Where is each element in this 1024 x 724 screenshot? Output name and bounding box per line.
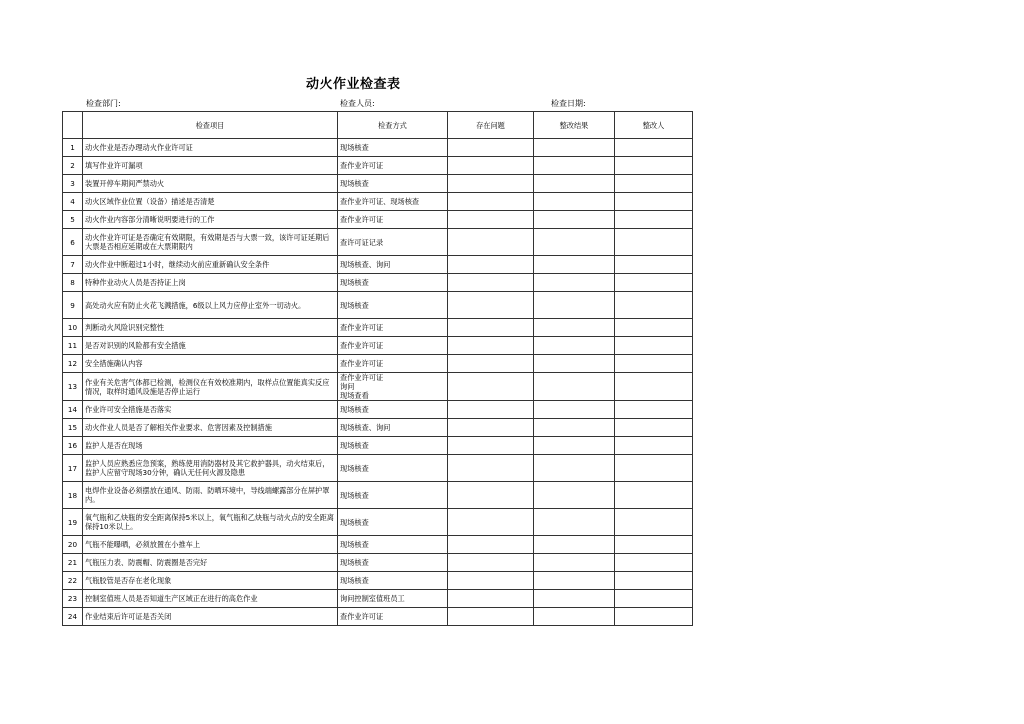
issue-cell[interactable]	[448, 608, 534, 626]
check-item-cell[interactable]: 动火作业许可证是否确定有效期限，有效期是否与大票一致，该许可证延期后大票是否相应延期或在大票期限内	[83, 229, 338, 256]
check-method-cell[interactable]: 现场核查	[338, 274, 448, 292]
result-cell[interactable]	[534, 193, 615, 211]
check-item-cell[interactable]: 作业有关危害气体都已检测，检测仪在有效校准期内，取样点位置能真实反应情况，取样时通风设施是否停止运行	[83, 373, 338, 401]
check-item-cell[interactable]: 氧气瓶和乙炔瓶的安全距离保持5米以上，氧气瓶和乙炔瓶与动火点的安全距离保持10米以上。	[83, 509, 338, 536]
row-number[interactable]: 5	[63, 211, 83, 229]
check-item-cell[interactable]: 气瓶不能曝晒，必须放置在小推车上	[83, 536, 338, 554]
row-number[interactable]: 21	[63, 554, 83, 572]
result-cell[interactable]	[534, 139, 615, 157]
person-cell[interactable]	[615, 319, 693, 337]
check-method-cell[interactable]: 查作业许可证	[338, 211, 448, 229]
result-cell[interactable]	[534, 482, 615, 509]
row-number[interactable]: 24	[63, 608, 83, 626]
check-method-cell[interactable]: 查许可证记录	[338, 229, 448, 256]
row-number[interactable]: 23	[63, 590, 83, 608]
table-row	[63, 337, 693, 355]
table-row	[63, 211, 693, 229]
check-method-cell[interactable]: 查作业许可证 询问 现场查看	[338, 373, 448, 401]
person-cell[interactable]	[615, 419, 693, 437]
person-cell[interactable]	[615, 482, 693, 509]
check-method-cell[interactable]: 查作业许可证	[338, 355, 448, 373]
person-cell[interactable]	[615, 337, 693, 355]
check-method-cell[interactable]: 现场核查	[338, 455, 448, 482]
check-item-cell[interactable]: 高处动火应有防止火花飞溅措施，6级以上风力应停止室外一切动火。	[83, 292, 338, 319]
check-item-cell[interactable]: 监护人是否在现场	[83, 437, 338, 455]
issue-cell[interactable]	[448, 175, 534, 193]
person-cell[interactable]	[615, 590, 693, 608]
table-row	[63, 229, 693, 256]
issue-cell[interactable]	[448, 554, 534, 572]
check-method-cell[interactable]: 现场核查	[338, 509, 448, 536]
table-row	[63, 256, 693, 274]
person-cell[interactable]	[615, 373, 693, 401]
issue-cell[interactable]	[448, 292, 534, 319]
person-cell[interactable]	[615, 139, 693, 157]
header-method[interactable]: 检查方式	[338, 112, 448, 139]
header-result[interactable]: 整改结果	[534, 112, 615, 139]
person-cell[interactable]	[615, 437, 693, 455]
check-item-cell[interactable]: 气瓶胶管是否存在老化现象	[83, 572, 338, 590]
row-number[interactable]: 2	[63, 157, 83, 175]
header-person[interactable]: 整改人	[615, 112, 693, 139]
person-cell[interactable]	[615, 175, 693, 193]
row-number[interactable]: 9	[63, 292, 83, 319]
person-cell[interactable]	[615, 274, 693, 292]
header-item[interactable]: 检查项目	[83, 112, 338, 139]
issue-cell[interactable]	[448, 211, 534, 229]
issue-cell[interactable]	[448, 509, 534, 536]
header-issue[interactable]: 存在问题	[448, 112, 534, 139]
check-method-cell[interactable]: 现场核查	[338, 482, 448, 509]
check-item-cell[interactable]: 作业许可安全措施是否落实	[83, 401, 338, 419]
row-number[interactable]: 8	[63, 274, 83, 292]
check-method-cell[interactable]: 现场核查	[338, 401, 448, 419]
row-number[interactable]: 12	[63, 355, 83, 373]
row-number[interactable]: 16	[63, 437, 83, 455]
issue-cell[interactable]	[448, 419, 534, 437]
result-cell[interactable]	[534, 509, 615, 536]
check-item-cell[interactable]: 电焊作业设备必须摆放在通风、防雨、防晒环境中，导线端螺露部分在屏护罩内。	[83, 482, 338, 509]
table-row	[63, 157, 693, 175]
table-row	[63, 401, 693, 419]
person-cell[interactable]	[615, 554, 693, 572]
result-cell[interactable]	[534, 229, 615, 256]
check-item-cell[interactable]: 填写作业许可漏项	[83, 157, 338, 175]
person-cell[interactable]	[615, 355, 693, 373]
row-number[interactable]: 4	[63, 193, 83, 211]
check-method-cell[interactable]: 现场核查	[338, 572, 448, 590]
table-row	[63, 536, 693, 554]
check-item-cell[interactable]: 安全措施确认内容	[83, 355, 338, 373]
check-item-cell[interactable]: 监护人员应熟悉应急预案，熟练使用消防器材及其它救护器具，动火结束后，监护人应留守现场30分钟，确认无任何火源及隐患	[83, 455, 338, 482]
result-cell[interactable]	[534, 355, 615, 373]
check-item-cell[interactable]: 作业结束后许可证是否关闭	[83, 608, 338, 626]
header-index-cell[interactable]	[63, 112, 83, 139]
check-method-cell[interactable]: 查作业许可证	[338, 319, 448, 337]
row-number[interactable]: 6	[63, 229, 83, 256]
person-cell[interactable]	[615, 292, 693, 319]
table-row	[63, 355, 693, 373]
check-method-cell[interactable]: 查作业许可证、现场核查	[338, 193, 448, 211]
issue-cell[interactable]	[448, 355, 534, 373]
issue-cell[interactable]	[448, 193, 534, 211]
check-method-cell[interactable]: 查作业许可证	[338, 608, 448, 626]
issue-cell[interactable]	[448, 319, 534, 337]
result-cell[interactable]	[534, 211, 615, 229]
check-method-cell[interactable]: 现场核查	[338, 292, 448, 319]
check-method-cell[interactable]: 询问控制室值班员工	[338, 590, 448, 608]
result-cell[interactable]	[534, 401, 615, 419]
row-number[interactable]: 11	[63, 337, 83, 355]
row-number[interactable]: 7	[63, 256, 83, 274]
check-method-cell[interactable]: 现场核查、询问	[338, 419, 448, 437]
check-item-cell[interactable]: 特种作业动火人员是否持证上岗	[83, 274, 338, 292]
person-cell[interactable]	[615, 211, 693, 229]
table-row	[63, 319, 693, 337]
inspection-table	[62, 111, 693, 626]
check-item-cell[interactable]: 动火作业中断超过1小时，继续动火前应重新确认安全条件	[83, 256, 338, 274]
table-row	[63, 437, 693, 455]
person-cell[interactable]	[615, 401, 693, 419]
table-row	[63, 509, 693, 536]
issue-cell[interactable]	[448, 229, 534, 256]
issue-cell[interactable]	[448, 139, 534, 157]
check-item-cell[interactable]: 是否对识别的风险都有安全措施	[83, 337, 338, 355]
inspector-label: 检查人员:	[340, 99, 375, 108]
result-cell[interactable]	[534, 175, 615, 193]
issue-cell[interactable]	[448, 437, 534, 455]
row-number[interactable]: 13	[63, 373, 83, 401]
check-method-cell[interactable]: 现场核查	[338, 139, 448, 157]
table-row	[63, 419, 693, 437]
result-cell[interactable]	[534, 373, 615, 401]
person-cell[interactable]	[615, 229, 693, 256]
issue-cell[interactable]	[448, 572, 534, 590]
result-cell[interactable]	[534, 455, 615, 482]
result-cell[interactable]	[534, 419, 615, 437]
issue-cell[interactable]	[448, 482, 534, 509]
person-cell[interactable]	[615, 536, 693, 554]
person-cell[interactable]	[615, 256, 693, 274]
issue-cell[interactable]	[448, 274, 534, 292]
row-number[interactable]: 18	[63, 482, 83, 509]
table-row	[63, 608, 693, 626]
result-cell[interactable]	[534, 157, 615, 175]
result-cell[interactable]	[534, 274, 615, 292]
check-item-cell[interactable]: 动火区域作业位置（设备）描述是否清楚	[83, 193, 338, 211]
check-item-cell[interactable]: 气瓶压力表、防震帽、防震圈是否完好	[83, 554, 338, 572]
check-item-cell[interactable]: 装置开停车期间严禁动火	[83, 175, 338, 193]
check-method-cell[interactable]: 现场核查	[338, 437, 448, 455]
table-header-row	[63, 112, 693, 139]
row-number[interactable]: 14	[63, 401, 83, 419]
row-number[interactable]: 17	[63, 455, 83, 482]
person-cell[interactable]	[615, 509, 693, 536]
result-cell[interactable]	[534, 319, 615, 337]
table-row	[63, 590, 693, 608]
check-method-cell[interactable]: 查作业许可证	[338, 157, 448, 175]
row-number[interactable]: 1	[63, 139, 83, 157]
issue-cell[interactable]	[448, 401, 534, 419]
date-label: 检查日期:	[551, 99, 586, 108]
result-cell[interactable]	[534, 554, 615, 572]
row-number[interactable]: 19	[63, 509, 83, 536]
result-cell[interactable]	[534, 590, 615, 608]
check-method-cell[interactable]: 查作业许可证	[338, 337, 448, 355]
check-method-cell[interactable]: 现场核查	[338, 536, 448, 554]
issue-cell[interactable]	[448, 536, 534, 554]
row-number[interactable]: 15	[63, 419, 83, 437]
table-row	[63, 175, 693, 193]
issue-cell[interactable]	[448, 157, 534, 175]
row-number[interactable]: 10	[63, 319, 83, 337]
issue-cell[interactable]	[448, 256, 534, 274]
issue-cell[interactable]	[448, 337, 534, 355]
row-number[interactable]: 20	[63, 536, 83, 554]
person-cell[interactable]	[615, 193, 693, 211]
check-item-cell[interactable]: 动火作业是否办理动火作业许可证	[83, 139, 338, 157]
table-body	[63, 139, 693, 626]
person-cell[interactable]	[615, 157, 693, 175]
issue-cell[interactable]	[448, 373, 534, 401]
check-item-cell[interactable]: 控制室值班人员是否知道生产区域正在进行的高危作业	[83, 590, 338, 608]
row-number[interactable]: 3	[63, 175, 83, 193]
person-cell[interactable]	[615, 608, 693, 626]
issue-cell[interactable]	[448, 455, 534, 482]
person-cell[interactable]	[615, 455, 693, 482]
check-item-cell[interactable]: 动火作业内容部分清晰说明要进行的工作	[83, 211, 338, 229]
result-cell[interactable]	[534, 437, 615, 455]
result-cell[interactable]	[534, 256, 615, 274]
issue-cell[interactable]	[448, 590, 534, 608]
result-cell[interactable]	[534, 536, 615, 554]
dept-label: 检查部门:	[86, 99, 121, 108]
table-row	[63, 373, 693, 401]
check-method-cell[interactable]: 现场核查、询问	[338, 256, 448, 274]
result-cell[interactable]	[534, 608, 615, 626]
table-row	[63, 139, 693, 157]
check-item-cell[interactable]: 动火作业人员是否了解相关作业要求、危害因素及控制措施	[83, 419, 338, 437]
check-item-cell[interactable]: 判断动火风险识别完整性	[83, 319, 338, 337]
check-method-cell[interactable]: 现场核查	[338, 175, 448, 193]
table-row	[63, 274, 693, 292]
table-row	[63, 554, 693, 572]
table-row	[63, 193, 693, 211]
result-cell[interactable]	[534, 337, 615, 355]
person-cell[interactable]	[615, 572, 693, 590]
result-cell[interactable]	[534, 572, 615, 590]
table-row	[63, 292, 693, 319]
row-number[interactable]: 22	[63, 572, 83, 590]
table-row	[63, 572, 693, 590]
check-method-cell[interactable]: 现场核查	[338, 554, 448, 572]
result-cell[interactable]	[534, 292, 615, 319]
table-row	[63, 482, 693, 509]
table-row	[63, 455, 693, 482]
sheet-title: 动火作业检查表	[306, 77, 401, 92]
